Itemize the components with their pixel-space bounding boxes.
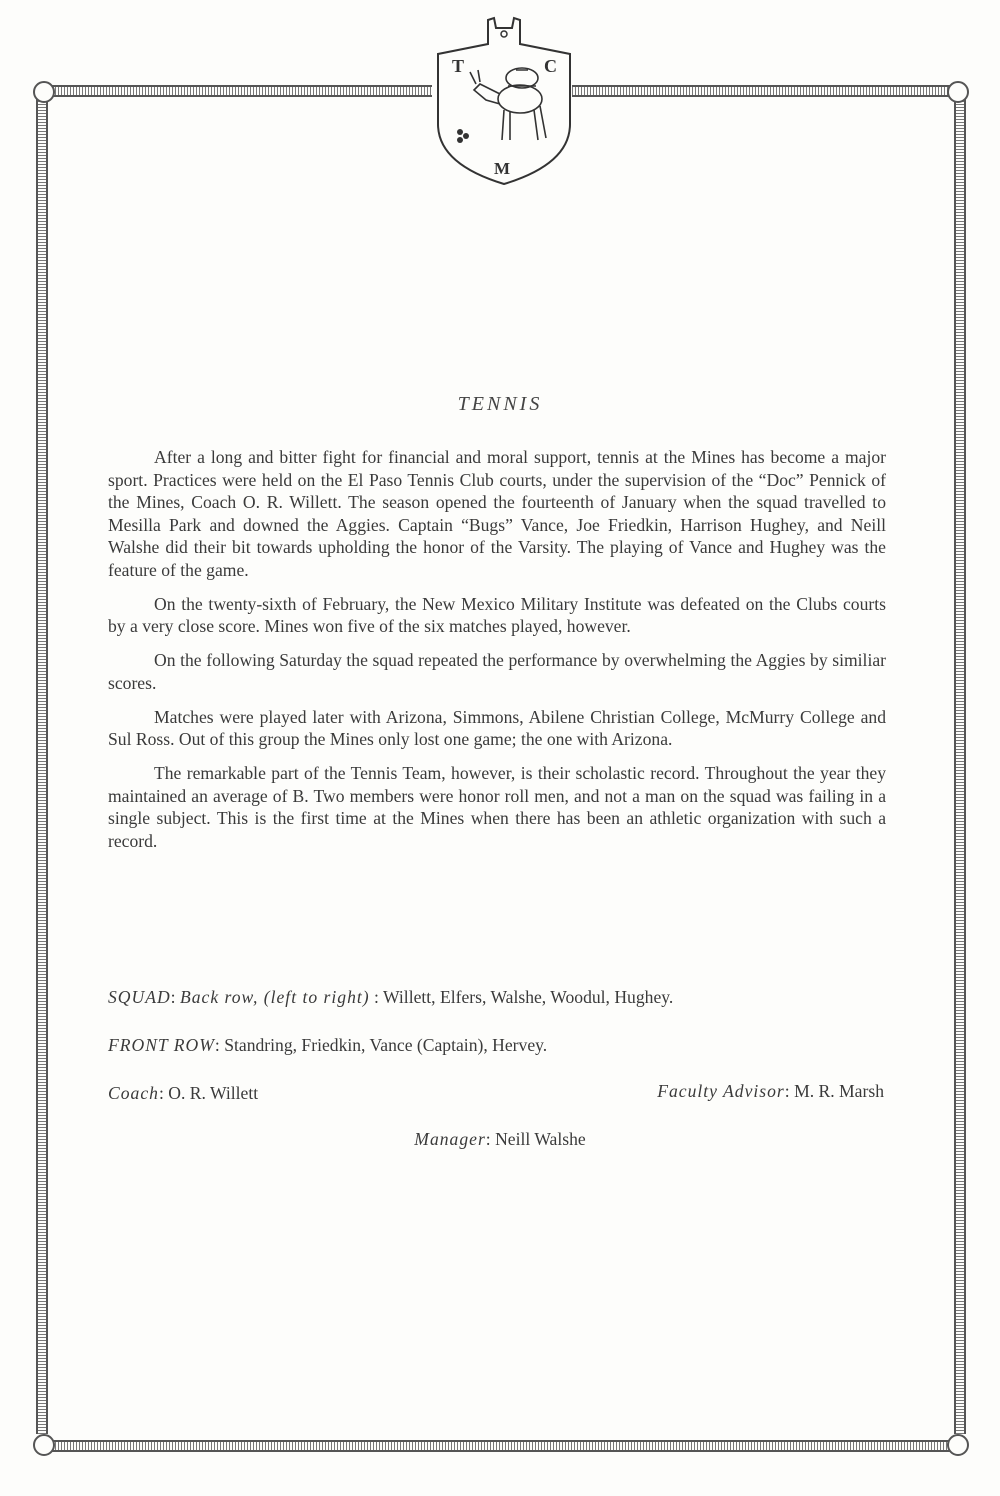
- border-right: [954, 98, 966, 1434]
- border-top-right: [572, 85, 952, 97]
- paragraph: The remarkable part of the Tennis Team, however, is their scholastic record. Throughout the year they maintained an average of B. Two members were honor roll men, and not a man on the squad was failing in a single subject. This is the first time at the Mines when there has been an athletic organization with such a record.: [108, 763, 886, 851]
- paragraph: On the twenty-sixth of February, the New Mexico Military Institute was defeated on the Clubs courts by a very close score. Mines won five of the six matches played, however.: [108, 593, 886, 636]
- squad-line: SQUAD: Back row, (left to right) : Willett, Elfers, Walshe, Woodul, Hughey.: [108, 987, 674, 1007]
- squad-names: Willett, Elfers, Walshe, Woodul, Hughey.: [383, 987, 674, 1007]
- manager-line: Manager: Neill Walshe: [414, 1129, 586, 1149]
- paragraph: On the following Saturday the squad repeated the performance by overwhelming the Aggies by similiar scores.: [108, 650, 886, 693]
- corner-ornament: [947, 81, 969, 103]
- coach-label: Coach: [108, 1083, 159, 1103]
- coach-line: Coach: O. R. Willett: [108, 1083, 259, 1103]
- article-title: TENNIS: [457, 393, 543, 415]
- manager-name: Neill Walshe: [495, 1129, 586, 1149]
- front-row-line: FRONT ROW: Standring, Friedkin, Vance (Captain), Hervey.: [108, 1035, 548, 1055]
- paragraph: Matches were played later with Arizona, Simmons, Abilene Christian College, McMurry College and Sul Ross. Out of this group the Mines only lost one game; the one with Arizona.: [108, 706, 886, 749]
- coach-name: O. R. Willett: [168, 1083, 259, 1103]
- border-bottom: [46, 1440, 952, 1452]
- paragraph: After a long and bitter fight for financial and moral support, tennis at the Mines has become a major sport. Practices were held on the El Paso Tennis Club courts, under the supervision of the “Doc” Pennick of the Mines, Coach O. R. Willett. The season opened the fourteenth of January when the squad travelled to Mesilla Park and downed the Aggies. Captain “Bugs” Vance, Joe Friedkin, Harrison Hughey, and Neill Walshe did their bit towards upholding the honor of the Varsity. The playing of Vance and Hughey was the feature of the game.: [108, 447, 886, 580]
- front-row-label: FRONT ROW: [108, 1035, 215, 1055]
- squad-label: SQUAD: [108, 987, 171, 1007]
- border-top-left: [46, 85, 432, 97]
- faculty-advisor-name: M. R. Marsh: [794, 1081, 884, 1101]
- manager-label: Manager: [414, 1129, 486, 1149]
- border-left: [36, 98, 48, 1434]
- squad-sub-label: Back row, (left to right): [179, 987, 370, 1007]
- crest-logo: [430, 14, 578, 186]
- crest-letter-m: M: [494, 159, 511, 178]
- front-row-names: Standring, Friedkin, Vance (Captain), Hervey.: [224, 1035, 548, 1055]
- faculty-advisor-line: Faculty Advisor: M. R. Marsh: [657, 1081, 884, 1101]
- faculty-advisor-label: Faculty Advisor: [657, 1081, 785, 1101]
- corner-ornament: [33, 81, 55, 103]
- corner-ornament: [947, 1434, 969, 1456]
- article-body: [108, 446, 886, 864]
- corner-ornament: [33, 1434, 55, 1456]
- crest-letter-t: T: [452, 56, 465, 76]
- crest-letter-c: C: [544, 56, 557, 76]
